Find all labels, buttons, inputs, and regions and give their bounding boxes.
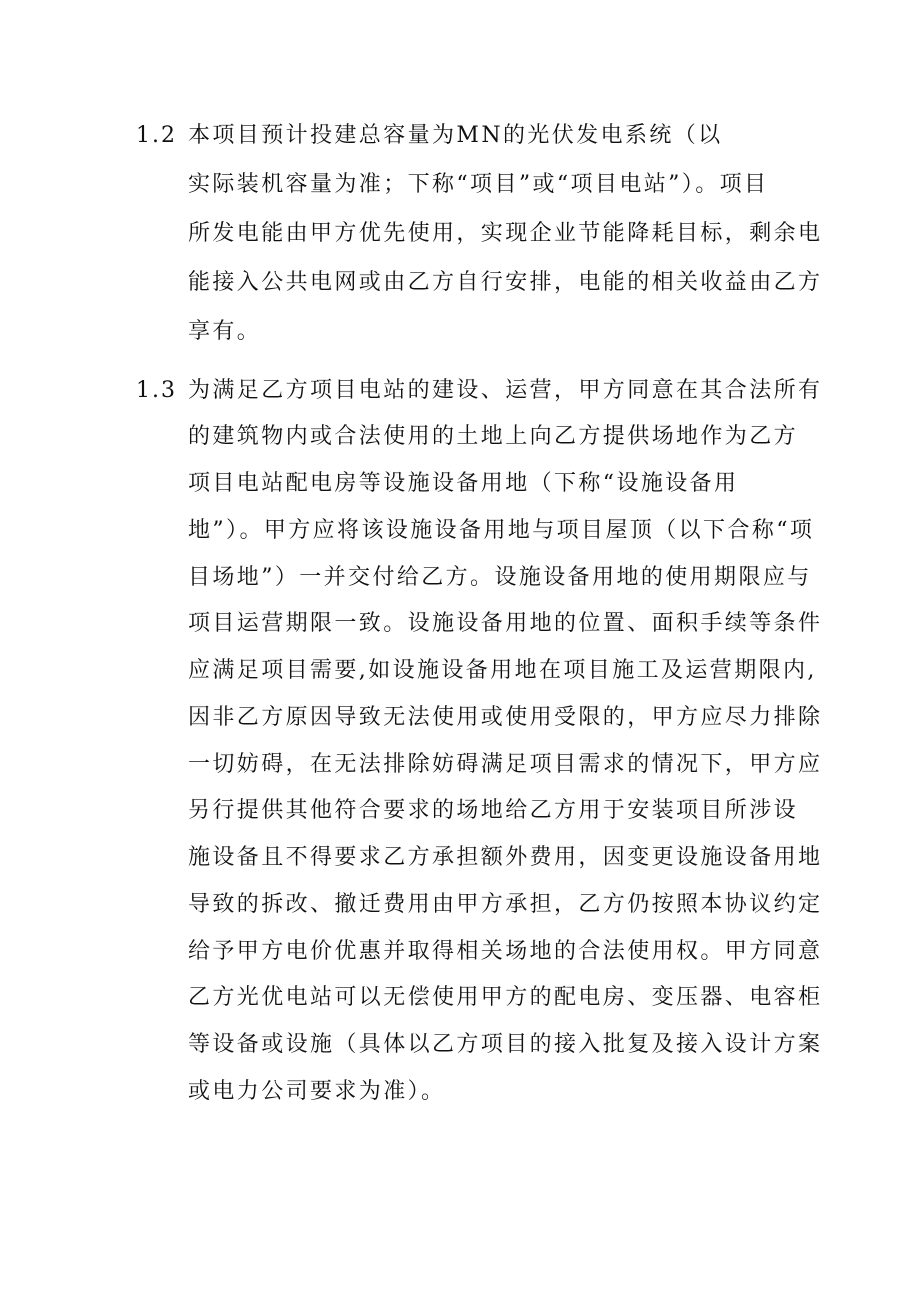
clause-line: 地”）。甲方应将该设施设备用地与项目屋顶（以下合称“项	[188, 518, 815, 543]
clause-line: 实际装机容量为准；下称“项目”或“项目电站”）。项目	[188, 172, 769, 197]
clause-line: 或电力公司要求为准）。	[188, 1079, 446, 1104]
clause-line: 施设备且不得要求乙方承担额外费用，因变更设施设备用地	[188, 845, 823, 870]
clause-line: 所发电能由甲方优先使用，实现企业节能降耗目标，剩余电	[188, 221, 823, 246]
clause-line: 一切妨碍，在无法排除妨碍满足项目需求的情况下，甲方应	[188, 752, 823, 777]
clause-line: 目场地”）一并交付给乙方。设施设备用地的使用期限应与	[188, 565, 812, 590]
clause-line: 因非乙方原因导致无法使用或使用受限的，甲方应尽力排除	[188, 705, 823, 730]
clause-line: 给予甲方电价优惠并取得相关场地的合法使用权。甲方同意	[188, 939, 823, 964]
clause-line: 乙方光优电站可以无偿使用甲方的配电房、变压器、电容柜	[188, 985, 823, 1010]
clause-number: 1.2	[136, 123, 177, 148]
clause-line: 导致的拆改、撤迁费用由甲方承担，乙方仍按照本协议约定	[188, 892, 823, 917]
clause-line: 项目运营期限一致。设施设备用地的位置、面积手续等条件	[188, 611, 823, 636]
clause-line: 项目电站配电房等设施设备用地（下称“设施设备用	[188, 471, 739, 496]
clause-line: 另行提供其他符合要求的场地给乙方用于安装项目所涉设	[188, 798, 799, 823]
clause-line: 的建筑物内或合法使用的土地上向乙方提供场地作为乙方	[188, 424, 799, 449]
clause-line: 本项目预计投建总容量为MN的光伏发电系统（以	[188, 123, 723, 148]
clause-line: 应满足项目需要,如设施设备用地在项目施工及运营期限内,	[188, 658, 817, 683]
clause-line: 享有。	[188, 319, 262, 344]
clause-line: 等设备或设施（具体以乙方项目的接入批复及接入设计方案	[188, 1032, 823, 1057]
clause-line: 为满足乙方项目电站的建设、运营，甲方同意在其合法所有	[188, 378, 823, 403]
clause-number: 1.3	[136, 378, 177, 403]
clause-line: 能接入公共电网或由乙方自行安排，电能的相关收益由乙方	[188, 270, 823, 295]
